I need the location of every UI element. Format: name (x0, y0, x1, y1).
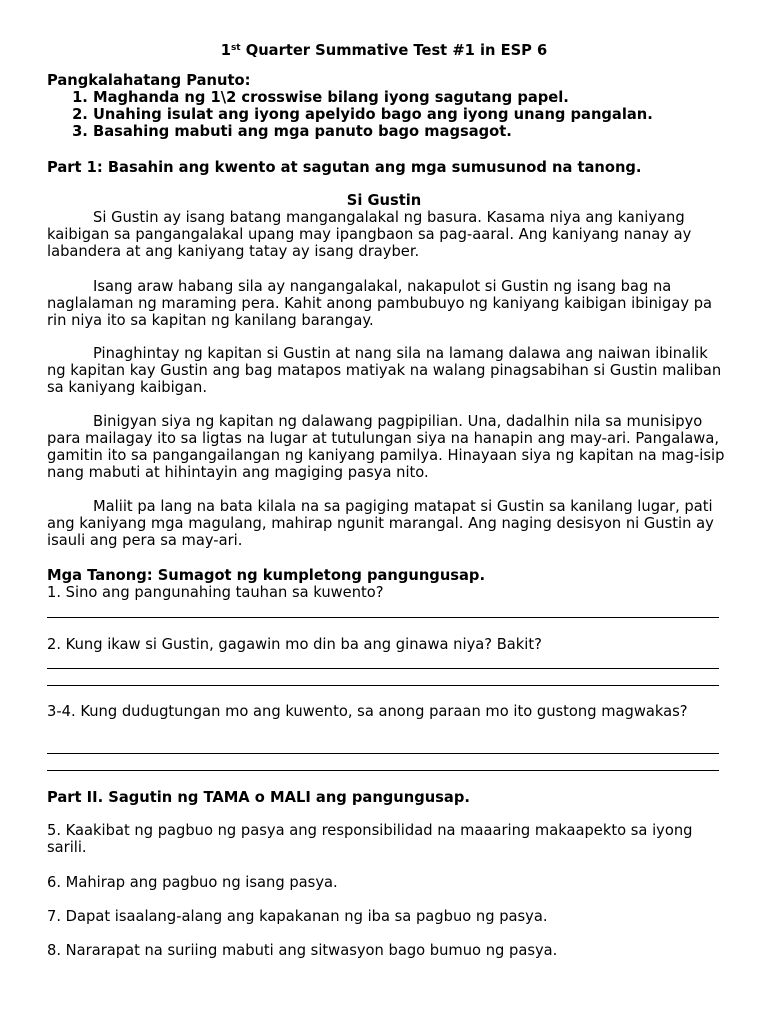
questions-heading: Mga Tanong: Sumagot ng kumpletong pangungusap. (47, 567, 486, 584)
direction-item: 3. Basahing mabuti ang mga panuto bago magsagot. (93, 123, 727, 140)
question-1: 1. Sino ang pangunahing tauhan sa kuwento? (47, 584, 384, 601)
title-text: Quarter Summative Test #1 in ESP 6 (240, 42, 548, 59)
answer-line (47, 753, 719, 754)
answer-line (47, 617, 719, 618)
true-false-item: 8. Nararapat na suriing mabuti ang sitwasyon bago bumuo ng pasya. (47, 942, 558, 959)
story-paragraph: Binigyan siya ng kapitan ng dalawang pagpipilian. Una, dadalhin nila sa munisipyo para mailagay ito sa ligtas na lugar at tutulungan siya na hanapin ang may-ari. Pangalawa, gamitin ito sa pangangailangan ng kaniyang pamilya. Hinayaan siya ng kapitan na mag-isip nang mabuti at hihintayin ang magiging pasya nito. (47, 413, 725, 481)
title-superscript: st (230, 43, 241, 53)
answer-line (47, 685, 719, 686)
question-3-4: 3-4. Kung dudugtungan mo ang kuwento, sa anong paraan mo ito gustong magwakas? (47, 703, 688, 720)
true-false-item: 6. Mahirap ang pagbuo ng isang pasya. (47, 874, 338, 891)
directions-heading: Pangkalahatang Panuto: (47, 72, 251, 89)
answer-line (47, 668, 719, 669)
true-false-item: 5. Kaakibat ng pagbuo ng pasya ang responsibilidad na maaaring makaapekto sa iyong sarili. (47, 822, 693, 856)
story-paragraph: Si Gustin ay isang batang mangangalakal ng basura. Kasama niya ang kaniyang kaibigan sa pangangalakal upang may ipangbaon sa pag-aaral. Ang kaniyang nanay ay labandera at ang kaniyang tatay ay isang drayber. (47, 209, 692, 260)
story-title: Si Gustin (346, 192, 422, 209)
direction-item: 1. Maghanda ng 1\2 crosswise bilang iyong sagutang papel. (93, 89, 727, 106)
story-paragraph: Pinaghintay ng kapitan si Gustin at nang sila na lamang dalawa ang naiwan ibinalik ng kapitan kay Gustin ang bag matapos matiyak na walang pinagsabihan si Gustin maliban sa kaniyang kaibigan. (47, 345, 722, 396)
directions-list (47, 89, 727, 140)
question-2: 2. Kung ikaw si Gustin, gagawin mo din ba ang ginawa niya? Bakit? (47, 636, 542, 653)
direction-item: 2. Unahing isulat ang iyong apelyido bago ang iyong unang pangalan. (93, 106, 727, 123)
true-false-item: 7. Dapat isaalang-alang ang kapakanan ng iba sa pagbuo ng pasya. (47, 908, 548, 925)
story-paragraph: Maliit pa lang na bata kilala na sa pagiging matapat si Gustin sa kanilang lugar, pati ang kaniyang mga magulang, mahirap ngunit marangal. Ang naging desisyon ni Gustin ay isauli ang pera sa may-ari. (47, 498, 714, 549)
title-number: 1 (220, 42, 231, 59)
part2-heading: Part II. Sagutin ng TAMA o MALI ang pangungusap. (47, 789, 470, 806)
part1-heading: Part 1: Basahin ang kwento at sagutan ang mga sumusunod na tanong. (47, 159, 642, 176)
general-directions (47, 72, 727, 140)
story-paragraph: Isang araw habang sila ay nangangalakal, nakapulot si Gustin ng isang bag na naglalaman ng maraming pera. Kahit anong pambubuyo ng kaniyang kaibigan ibinigay pa rin niya ito sa kapitan ng kanilang barangay. (47, 278, 713, 329)
answer-line (47, 770, 719, 771)
page-title (0, 42, 768, 59)
